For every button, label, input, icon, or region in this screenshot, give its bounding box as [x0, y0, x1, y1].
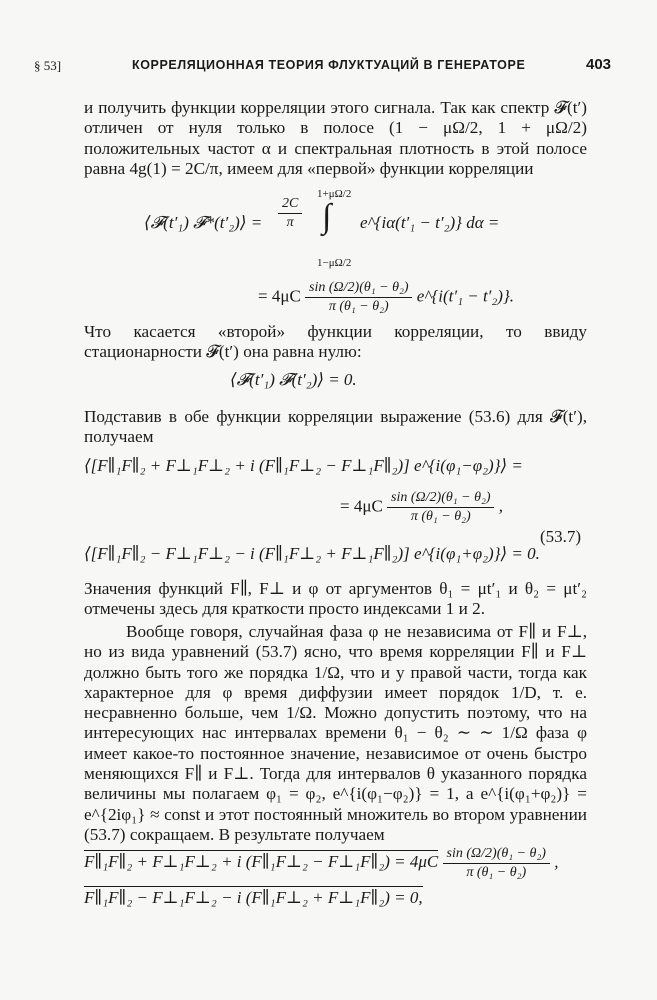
paragraph-argument-notation: Значения функций F∥, F⊥ и φ от аргументов θ₁ = μt′₁ и θ₂ = μt′₂ отмечены здесь для краткости просто индексами 1 и 2.: [84, 579, 587, 619]
equation-first-correlation-lhs: ⟨𝓕(t′₁) 𝓕*(t′₂)⟩ =: [144, 213, 263, 232]
equation-final-line1: [84, 846, 558, 881]
equation-first-correlation-coef: [278, 196, 302, 231]
eq537-prefix: = 4μC: [340, 496, 383, 516]
final-line1-lhs: F∥₁F∥₂ + F⊥₁F⊥₂ + i (F∥₁F⊥₂ − F⊥₁F∥₂) = 4μC: [84, 852, 439, 872]
paragraph-second-correlation: Что касается «второй» функции корреляции, то ввиду стационарности 𝓕(t′) она равна нулю:: [84, 322, 587, 362]
final-denominator: π (θ₁ − θ₂): [466, 865, 527, 880]
equation-53-7-line1: ⟨[F∥₁F∥₂ + F⊥₁F⊥₂ + i (F∥₁F⊥₂ − F⊥₁F∥₂)] e^{i(φ₁−φ₂)}⟩ =: [84, 456, 523, 475]
equation-53-7-line2: [340, 490, 503, 525]
final-line2-text: F∥₁F∥₂ − F⊥₁F⊥₂ − i (F∥₁F⊥₂ + F⊥₁F∥₂) = 0,: [84, 888, 423, 907]
equation-first-correlation-integrand: e^{iα(t′₁ − t′₂)} dα =: [360, 213, 500, 232]
result-denominator: π (θ₁ − θ₂): [328, 299, 389, 314]
eq537-denominator: π (θ₁ − θ₂): [410, 509, 471, 524]
coef-numerator: 2C: [278, 196, 302, 214]
paragraph-phase-discussion: Вообще говоря, случайная фаза φ не независима от F∥ и F⊥, но из вида уравнений (53.7) ясно, что время корреляции F∥ и F⊥ должно быть того же порядка 1/Ω, что и у правой части, тогда как характерное для φ время диффузии имеет порядок 1/D, т. е. несравненно больше, чем 1/Ω. Можно допустить поэтому, что на интересующих нас интервалах времени θ₁ − θ₂ ∼ ∼ 1/Ω фаза φ имеет какое-то постоянное значение, независимое от очень быстро меняющихся F∥ и F⊥. Тогда для интервалов θ указанного порядка величины мы полагаем φ₁ = φ₂, e^{i(φ₁−φ₂)} = 1, а e^{i(φ₁+φ₂)} = e^{2iφ₁} ≈ const и этот постоянный множитель во втором уравнении (53.7) сокращаем. В результате получаем: [84, 622, 587, 844]
eq537-numerator: sin (Ω/2)(θ₁ − θ₂): [387, 490, 494, 508]
result-suffix: e^{i(t′₁ − t′₂)}.: [416, 286, 515, 306]
page-number: 403: [586, 56, 612, 73]
running-title: КОРРЕЛЯЦИОННАЯ ТЕОРИЯ ФЛУКТУАЦИЙ В ГЕНЕРАТОРЕ: [132, 58, 526, 72]
integral-upper-limit: 1+μΩ/2: [317, 188, 352, 200]
equation-second-correlation: ⟨𝓕(t′₁) 𝓕(t′₂)⟩ = 0.: [230, 370, 357, 389]
equation-first-correlation-result: [258, 280, 514, 315]
running-header: [0, 56, 657, 76]
final-suffix: ,: [554, 852, 559, 872]
equation-final-line2: [84, 888, 423, 908]
section-marker: § 53]: [34, 58, 62, 73]
coef-denominator: π: [286, 215, 294, 230]
result-prefix: = 4μC: [258, 286, 301, 306]
integral-sign-icon: ∫: [322, 198, 332, 235]
final-numerator: sin (Ω/2)(θ₁ − θ₂): [443, 846, 550, 864]
equation-53-7-line3: ⟨[F∥₁F∥₂ − F⊥₁F⊥₂ − i (F∥₁F⊥₂ + F⊥₁F∥₂)] e^{i(φ₁+φ₂)}⟩ = 0.: [84, 544, 540, 563]
paragraph-substitution: Подставив в обе функции корреляции выражение (53.6) для 𝓕(t′), получаем: [84, 407, 587, 447]
result-numerator: sin (Ω/2)(θ₁ − θ₂): [305, 280, 412, 298]
integral-lower-limit: 1−μΩ/2: [317, 257, 352, 269]
equation-number-53-7: (53.7): [540, 527, 582, 546]
eq537-suffix: ,: [498, 496, 503, 516]
paragraph-intro: и получить функции корреляции этого сигнала. Так как спектр 𝓕(t′) отличен от нуля только в полосе (1 − μΩ/2, 1 + μΩ/2) положительных частот α и спектральная плотность в этой полосе равна 4g(1) = 2C/π, имеем для «первой» функции корреляции: [84, 98, 587, 178]
